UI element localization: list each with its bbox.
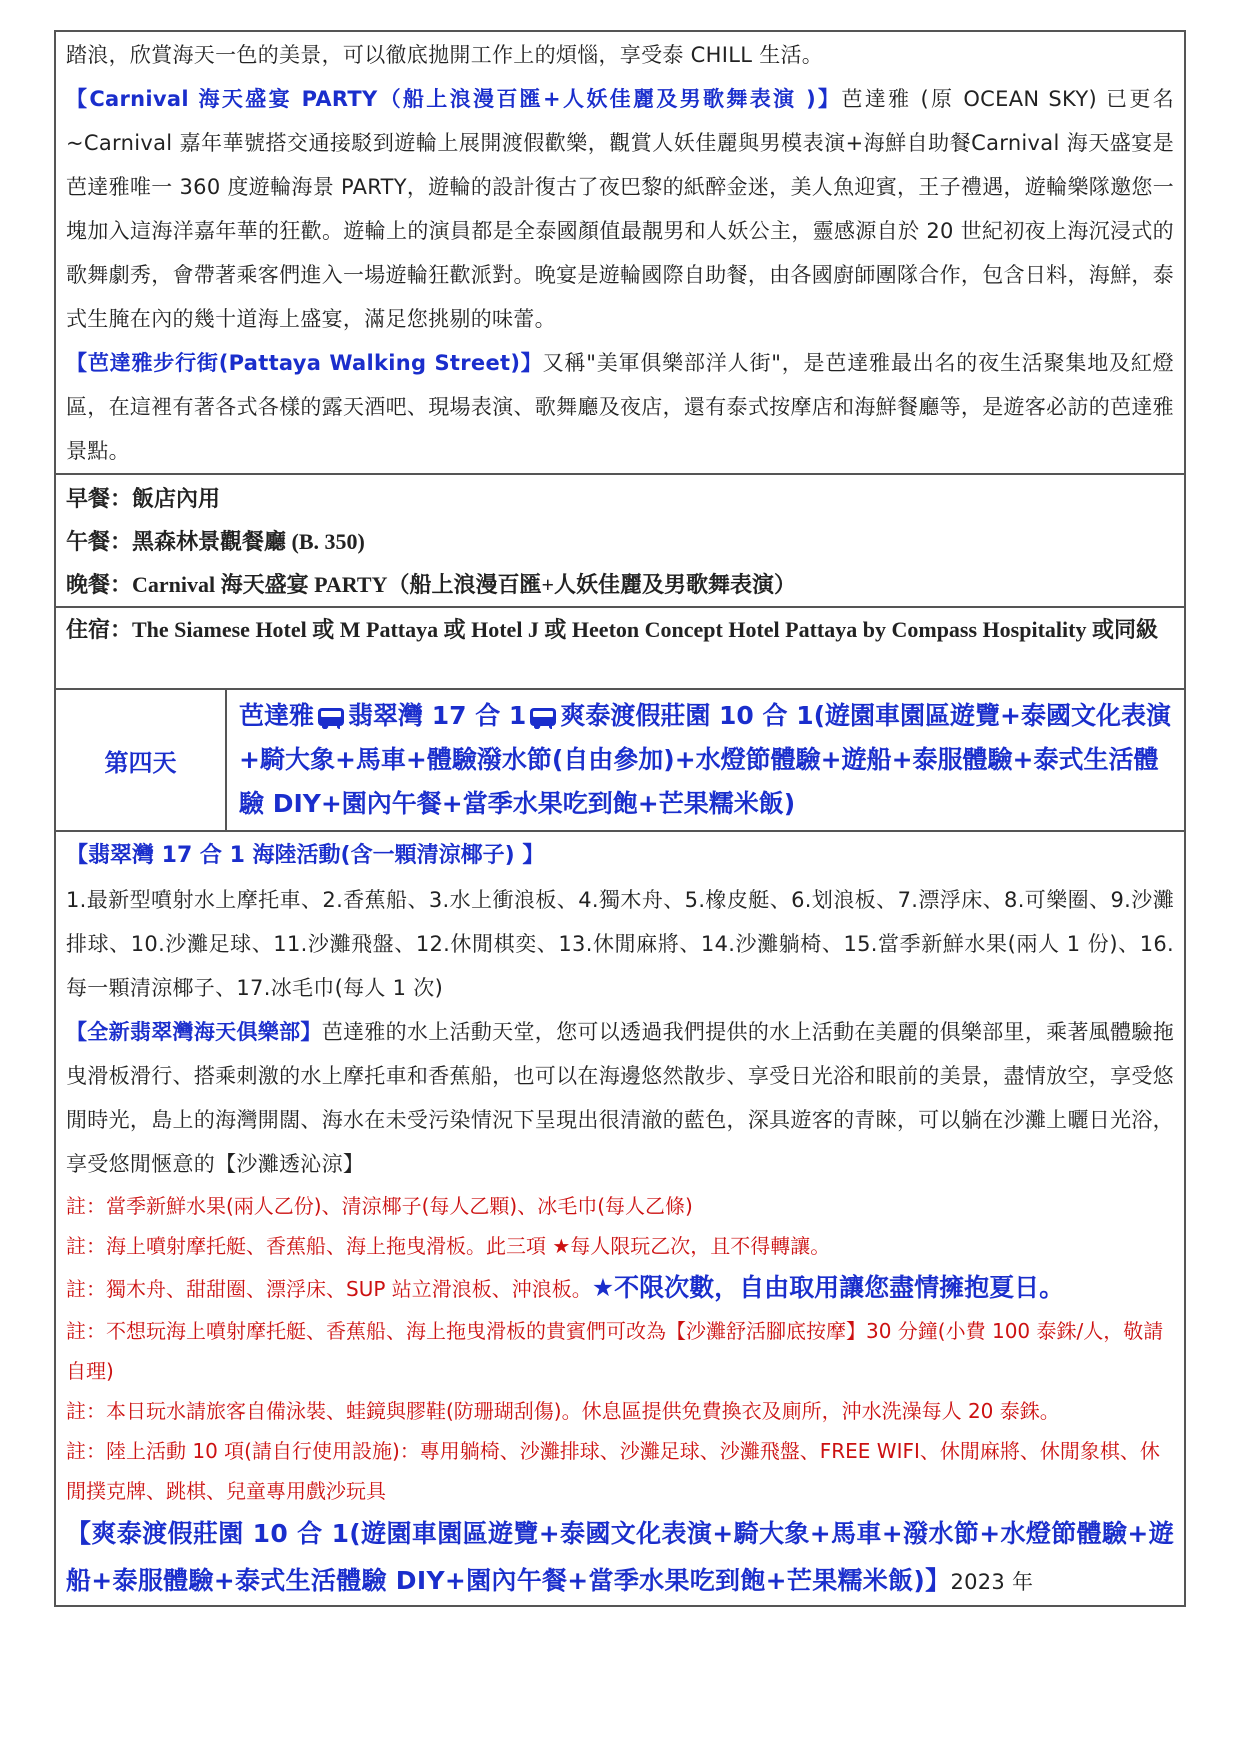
activities-row-1 [55,31,1185,474]
club-title: 【全新翡翠灣海天俱樂部】 [66,1020,322,1044]
route-stop-resort: 爽泰渡假莊園 10 合 1(遊園車園區遊覽+泰國文化表演+騎大象+馬車+體驗潑水節(自由參加)+水燈節體驗+遊船+泰服體驗+泰式生活體驗 DIY+園內午餐+當季水果吃到飽+芒果糯米飯) [239,701,1171,818]
note-swim-gear: 註：本日玩水請旅客自備泳裝、蛙鏡與膠鞋(防珊瑚刮傷)。休息區提供免費換衣及廁所，沖水洗澡每人 20 泰銖。 [66,1399,1060,1423]
bus-icon [318,708,344,726]
route-stop-pattaya: 芭達雅 [239,701,315,730]
day4-route [226,689,1185,831]
activities-row-2 [55,831,1185,1606]
note-land-activities: 註：陸上活動 10 項(請自行使用設施)：專用躺椅、沙灘排球、沙灘足球、沙灘飛盤、FREE WIFI、休閒麻將、休閒象棋、休閒撲克牌、跳棋、兒童專用戲沙玩具 [66,1439,1160,1503]
note-fruit: 註：當季新鮮水果(兩人乙份)、清涼椰子(每人乙顆)、冰毛巾(每人乙條) [66,1194,693,1218]
walking-street-body: 又稱"美軍俱樂部洋人街"，是芭達雅最出名的夜生活聚集地及紅燈區，在這裡有著各式各樣的露天酒吧、現場表演、歌舞廳及夜店，還有泰式按摩店和海鮮餐廳等，是遊客必訪的芭達雅景點。 [66,351,1174,463]
club-paragraph [66,1010,1174,1186]
walking-street-paragraph [66,341,1174,473]
itinerary-page [54,30,1186,1725]
note-unlimited [66,1266,1174,1311]
meals-row [55,474,1185,607]
bus-icon [530,708,556,726]
carnival-title: 【Carnival 海天盛宴 PARTY（船上浪漫百匯+人妖佳麗及男歌舞表演 )】 [66,87,842,111]
breakfast-line: 早餐：飯店內用 [66,486,221,511]
day4-header-row [55,689,1185,831]
intro-line: 踏浪，欣賞海天一色的美景，可以徹底拋開工作上的煩惱，享受泰 CHILL 生活。 [66,43,824,67]
note-unlimited-highlight: ★不限次數，自由取用讓您盡情擁抱夏日。 [591,1273,1065,1302]
emerald-bay-list: 1.最新型噴射水上摩托車、2.香蕉船、3.水上衝浪板、4.獨木舟、5.橡皮艇、6.划浪板、7.漂浮床、8.可樂圈、9.沙灘排球、10.沙灘足球、11.沙灘飛盤、12.休閒棋奕、13.休閒麻將、14.沙灘躺椅、15.當季新鮮水果(兩人 1 份)、16.每一顆清涼椰子、17.冰毛巾(每人 1 次) [66,888,1174,1000]
resort-paragraph [66,1511,1174,1605]
itinerary-table [54,30,1186,1607]
dinner-line: 晚餐：Carnival 海天盛宴 PARTY（船上浪漫百匯+人妖佳麗及男歌舞表演） [66,572,797,597]
resort-title: 【爽泰渡假莊園 10 合 1(遊園車園區遊覽+泰國文化表演+騎大象+馬車+潑水節+水燈節體驗+遊船+泰服體驗+泰式生活體驗 DIY+園內午餐+當季水果吃到飽+芒果糯米飯)】 [66,1519,1174,1595]
note-massage: 註：不想玩海上噴射摩托艇、香蕉船、海上拖曳滑板的貴賓們可改為【沙灘舒活腳底按摩】30 分鐘(小費 100 泰銖/人，敬請自理) [66,1319,1164,1383]
note-unlimited-items: 註：獨木舟、甜甜圈、漂浮床、SUP 站立滑浪板、沖浪板。 [66,1277,592,1301]
carnival-body: 芭達雅 (原 OCEAN SKY) 已更名~Carnival 嘉年華號搭交通接駁到遊輪上展開渡假歡樂，觀賞人妖佳麗與男模表演+海鮮自助餐Carnival 海天盛宴是芭達雅唯一 360 度遊輪海景 PARTY，遊輪的設計復古了夜巴黎的紙醉金迷，美人魚迎賓，王子禮遇，遊輪樂隊邀您一塊加入這海洋嘉年華的狂歡。遊輪上的演員都是全泰國顏值最靚男和人妖公主，靈感源自於 20 世紀初夜上海沉浸式的歌舞劇秀，會帶著乘客們進入一場遊輪狂歡派對。晚宴是遊輪國際自助餐，由各國廚師團隊合作，包含日料，海鮮，泰式生腌在內的幾十道海上盛宴，滿足您挑剔的味蕾。 [66,87,1174,331]
resort-tail: 2023 年 [950,1570,1034,1594]
walking-street-title: 【芭達雅步行街(Pattaya Walking Street)】 [66,351,543,375]
carnival-paragraph [66,77,1174,341]
route-stop-emerald-bay: 翡翠灣 17 合 1 [348,701,527,730]
lunch-line: 午餐：黑森林景觀餐廳 (B. 350) [66,529,365,554]
emerald-bay-title: 【翡翠灣 17 合 1 海陸活動(含一顆清涼椰子) 】 [66,843,545,868]
day4-label: 第四天 [55,689,226,831]
lodging-line: 住宿：The Siamese Hotel 或 M Pattaya 或 Hotel J 或 Heeton Concept Hotel Pattaya by Compass Hospitality 或同級 [66,617,1158,642]
lodging-row [55,607,1185,689]
club-body: 芭達雅的水上活動天堂，您可以透過我們提供的水上活動在美麗的俱樂部里，乘著風體驗拖曳滑板滑行、搭乘刺激的水上摩托車和香蕉船，也可以在海邊悠然散步、享受日光浴和眼前的美景，盡情放空，享受悠閒時光，島上的海灣開闊、海水在未受污染情況下呈現出很清澈的藍色，深具遊客的青睞，可以躺在沙灘上曬日光浴，享受悠閒愜意的【沙灘透沁涼】 [66,1020,1174,1176]
note-limited-play: 註：海上噴射摩托艇、香蕉船、海上拖曳滑板。此三項 ★每人限玩乙次，且不得轉讓。 [66,1234,831,1258]
